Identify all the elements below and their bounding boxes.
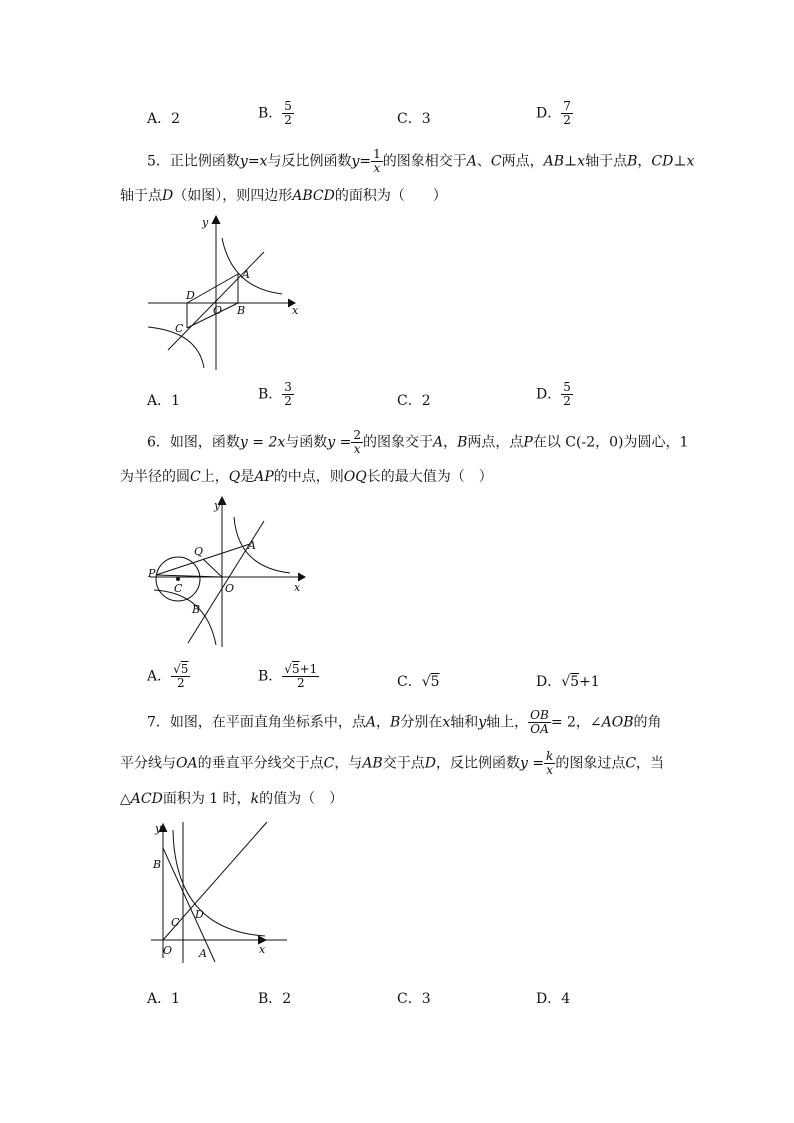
q6-option-a[interactable]: A． $\frac{√5}{2}$ bbox=[147, 662, 189, 690]
fraction: $\frac{√5}{2}$ bbox=[173, 662, 189, 690]
label-x: x bbox=[292, 304, 299, 317]
label-b: B bbox=[237, 304, 246, 317]
q5-stem-line2: 轴于点D（如图），则四边形ABCD的面积为（ ） bbox=[120, 188, 447, 204]
q5-figure bbox=[140, 210, 310, 375]
q5-stem-line1: 5．正比例函数y=x与反比例函数y= $\frac{1}{x}$ 的图象相交于A、C两点，AB⊥x轴于点B，CD⊥x bbox=[147, 147, 695, 175]
q7-option-b[interactable]: B．2 bbox=[258, 991, 292, 1007]
label-c: C bbox=[175, 322, 184, 335]
label-y: y bbox=[214, 499, 221, 512]
q7-stem-line1: 7．如图，在平面直角坐标系中，点A，B分别在x轴和y轴上， $\frac{OB}{OA}$ = 2，∠AOB的角 bbox=[147, 708, 662, 736]
fraction: $\frac{√5+1}{2}$ bbox=[284, 662, 318, 690]
q4-option-d[interactable]: D． $\frac{7}{2}$ bbox=[536, 99, 571, 127]
fraction: $\frac{1}{x}$ bbox=[373, 147, 381, 175]
q7-option-a[interactable]: A．1 bbox=[147, 991, 181, 1007]
label-b: B bbox=[192, 603, 201, 616]
q7-option-d[interactable]: D．4 bbox=[536, 991, 571, 1007]
q7-option-c[interactable]: C．3 bbox=[397, 991, 431, 1007]
label-o: O bbox=[225, 582, 235, 595]
q7-stem-line2: 平分线与OA的垂直平分线交于点C，与AB交于点D，反比例函数y = $\frac{k}{x}$ 的图象过点C，当 bbox=[120, 749, 665, 777]
q6-option-d[interactable]: D．√5+1 bbox=[536, 674, 600, 690]
label-c: C bbox=[174, 582, 183, 595]
label-b: B bbox=[153, 858, 162, 871]
hyperbola-branch-q1 bbox=[234, 517, 290, 573]
label-p: P bbox=[148, 567, 156, 580]
fraction: $\frac{OB}{OA}$ bbox=[530, 708, 549, 736]
y-axis-arrow bbox=[212, 216, 220, 224]
q5-option-c[interactable]: C．2 bbox=[397, 393, 431, 409]
fraction: $\frac{3}{2}$ bbox=[284, 380, 292, 408]
label-a: A bbox=[199, 947, 207, 960]
hyperbola-branch-q3 bbox=[154, 590, 216, 645]
center-c-point bbox=[177, 578, 180, 581]
fraction: $\frac{2}{x}$ bbox=[353, 428, 361, 456]
q5-option-b[interactable]: B． $\frac{3}{2}$ bbox=[258, 380, 292, 408]
q5-option-a[interactable]: A．1 bbox=[147, 393, 181, 409]
fraction: $\frac{5}{2}$ bbox=[563, 380, 571, 408]
label-a: A bbox=[242, 268, 250, 281]
q5-option-d[interactable]: D． $\frac{5}{2}$ bbox=[536, 380, 571, 408]
q6-stem-line1: 6．如图，函数y = 2x与函数y = $\frac{2}{x}$ 的图象交于A，B两点，点P在以 C(-2，0)为圆心，1 bbox=[147, 428, 689, 456]
x-axis-arrow bbox=[298, 573, 305, 581]
fraction: $\frac{k}{x}$ bbox=[546, 749, 554, 777]
label-y: y bbox=[202, 216, 209, 229]
segment-oq bbox=[203, 559, 222, 577]
q4-option-b[interactable]: B． $\frac{5}{2}$ bbox=[258, 99, 292, 127]
label-d: D bbox=[195, 908, 204, 921]
label-a: A bbox=[248, 539, 256, 552]
q4-option-c[interactable]: C．3 bbox=[397, 111, 431, 127]
q6-figure bbox=[140, 495, 315, 655]
fraction: $\frac{7}{2}$ bbox=[563, 99, 571, 127]
q6-option-c[interactable]: C．√5 bbox=[397, 674, 440, 690]
q6-stem-line2: 为半径的圆C上，Q是AP的中点，则OQ长的最大值为（ ） bbox=[120, 469, 493, 485]
label-x: x bbox=[259, 943, 266, 956]
label-o: O bbox=[213, 304, 223, 317]
label-y: y bbox=[155, 822, 162, 835]
label-q: Q bbox=[194, 545, 204, 558]
hyperbola bbox=[173, 830, 265, 936]
label-c: C bbox=[171, 916, 180, 929]
q7-figure bbox=[145, 818, 295, 963]
fraction: $\frac{5}{2}$ bbox=[284, 99, 292, 127]
q6-option-b[interactable]: B． $\frac{√5+1}{2}$ bbox=[258, 662, 318, 690]
label-o: O bbox=[163, 944, 173, 957]
label-d: D bbox=[186, 289, 195, 302]
q7-stem-line3: △ACD面积为 1 时，k的值为（ ） bbox=[120, 791, 344, 807]
q4-option-a[interactable]: A．2 bbox=[147, 111, 181, 127]
label-x: x bbox=[294, 581, 301, 594]
